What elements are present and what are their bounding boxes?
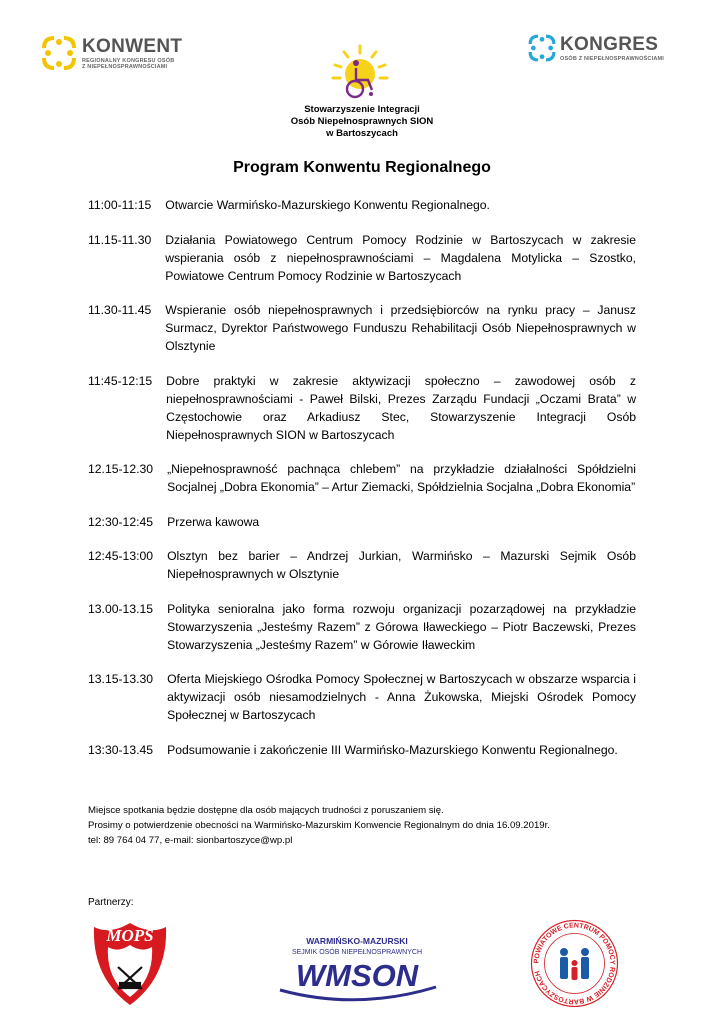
agenda-item xyxy=(88,372,636,444)
agenda-list xyxy=(88,196,636,775)
agenda-item xyxy=(88,547,636,583)
org-name-line-1: Stowarzyszenie Integracji xyxy=(304,104,420,115)
agenda-description: Podsumowanie i zakończenie III Warmińsko-Mazurskiego Konwentu Regionalnego. xyxy=(167,742,618,757)
wmson-logo xyxy=(272,935,442,1005)
kongres-wordmark: KONGRES xyxy=(560,34,659,55)
agenda-description: Otwarcie Warmińsko-Mazurskiego Konwentu Regionalnego. xyxy=(165,198,490,212)
pcpr-ring-text: POWIATOWE CENTRUM POMOCY RODZINIE W BARTOSZYCACH xyxy=(533,922,616,1005)
wmson-title-2: SEJMIK OSÓB NIEPEŁNOSPRAWNYCH xyxy=(291,949,423,956)
mops-logo xyxy=(90,917,170,1007)
agenda-item xyxy=(88,460,636,496)
konwent-emblem-icon xyxy=(40,34,78,72)
wmson-title-1: WARMIŃSKO-MAZURSKI xyxy=(306,936,408,946)
agenda-description: Przerwa kawowa xyxy=(167,514,260,529)
org-name-line-2: Osób Niepełnosprawnych SION xyxy=(290,116,434,127)
agenda-time: 11:00-11:15 xyxy=(88,198,152,212)
organization-name xyxy=(262,104,462,140)
mops-emblem-icon xyxy=(90,917,170,1007)
agenda-description: Olsztyn bez barier – Andrzej Jurkian, Warmińsko – Mazurski Sejmik Osób Niepełnosprawnych w Olsztynie xyxy=(167,549,636,581)
agenda-time: 11.30-11.45 xyxy=(88,303,152,317)
agenda-description: Oferta Miejskiego Ośrodka Pomocy Społecznej w Bartoszycach w obszarze wsparcia i aktywizacji osób niesamodzielnych - Anna Żukowska, Miejski Ośrodek Pomocy Społecznej w Bartoszycach xyxy=(167,672,636,722)
konwent-subtitle-1: REGIONALNY KONGRESU OSÓB xyxy=(82,58,175,64)
agenda-time: 11:45-12:15 xyxy=(88,373,153,388)
konwent-subtitle-2: Z NIEPEŁNOSPRAWNOŚCIAMI xyxy=(82,64,168,70)
org-name-line-3: w Bartoszycach xyxy=(326,128,398,139)
partners-label: Partnerzy: xyxy=(88,897,134,908)
agenda-time: 13.15-13.30 xyxy=(88,672,154,686)
sun-wheelchair-icon xyxy=(330,44,390,104)
sion-logo xyxy=(330,44,390,104)
pcpr-emblem-icon xyxy=(527,916,622,1011)
agenda-time: 13.00-13.15 xyxy=(88,601,154,616)
agenda-item xyxy=(88,513,636,531)
kongres-subtitle: OSÓB Z NIEPEŁNOSPRAWNOŚCIAMI xyxy=(560,56,664,62)
agenda-item xyxy=(88,670,636,724)
contact-info[interactable]: tel: 89 764 04 77, e-mail: sionbartoszyce@wp.pl xyxy=(88,835,293,846)
kongres-logo xyxy=(527,32,677,72)
wmson-emblem-icon xyxy=(272,935,442,1005)
page-title: Program Konwentu Regionalnego xyxy=(233,159,491,176)
rsvp-note: Prosimy o potwierdzenie obecności na Warmińsko-Mazurskim Konwencie Regionalnym do dnia 16.09.2019r. xyxy=(88,820,550,831)
agenda-time: 12:45-13:00 xyxy=(88,549,154,563)
footer-notes xyxy=(88,803,648,848)
agenda-description: Dobre praktyki w zakresie aktywizacji społeczno – zawodowej osób z niepełnosprawnościami - Paweł Bilski, Prezes Zarządu Fundacji „Oczami Brata” w Częstochowie oraz Arkadiusz Stec, Stowarzyszenie Integracji Osób Niepełnosprawnych SION w Bartoszycach xyxy=(166,373,636,442)
agenda-item xyxy=(88,301,636,355)
agenda-time: 11.15-11.30 xyxy=(88,232,152,247)
agenda-item xyxy=(88,196,636,214)
accessibility-note: Miejsce spotkania będzie dostępne dla osób mających trudności z poruszaniem się. xyxy=(88,805,444,816)
agenda-time: 13:30-13.45 xyxy=(88,742,154,757)
agenda-description: Działania Powiatowego Centrum Pomocy Rodzinie w Bartoszycach w zakresie wspierania osób z niepełnosprawnościami – Magdalena Motylicka – Szostko, Powiatowe Centrum Pomocy Rodzinie w Bartoszycach xyxy=(165,232,636,283)
agenda-item xyxy=(88,741,636,759)
konwent-wordmark: KONWENT xyxy=(82,36,183,57)
agenda-item xyxy=(88,231,636,285)
kongres-emblem-icon xyxy=(527,32,557,64)
agenda-description: Polityka senioralna jako forma rozwoju organizacji pozarządowej na przykładzie Stowarzyszenia „Jesteśmy Razem” z Górowa Iławeckiego – Piotr Baczewski, Prezes Stowarzyszenia „Jesteśmy Razem” w Górowie Iławeckim xyxy=(167,601,636,652)
mops-text: MOPS xyxy=(106,926,154,945)
agenda-item xyxy=(88,600,636,654)
agenda-time: 12:30-12:45 xyxy=(88,514,154,529)
pcpr-logo xyxy=(527,916,622,1011)
konwent-logo xyxy=(40,34,185,74)
wmson-wordmark: WMSON xyxy=(295,958,419,993)
agenda-description: „Niepełnosprawność pachnąca chlebem” na przykładzie działalności Spółdzielni Socjalnej „Dobra Ekonomia” – Artur Ziemacki, Spółdzielnia Socjalna „Dobra Ekonomia” xyxy=(167,462,636,494)
agenda-time: 12.15-12.30 xyxy=(88,462,154,476)
agenda-description: Wspieranie osób niepełnosprawnych i przedsiębiorców na rynku pracy – Janusz Surmacz, Dyrektor Państwowego Funduszu Rehabilitacji Osób Niepełnosprawnych w Olsztynie xyxy=(165,303,636,353)
